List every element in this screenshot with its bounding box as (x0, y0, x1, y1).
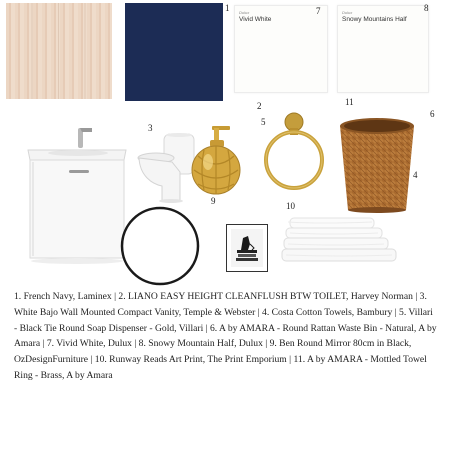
brass-towel-ring-image (258, 112, 330, 192)
runway-reads-art-print-image (226, 224, 268, 272)
label-number-8: 8 (424, 3, 429, 13)
snowy-mountains-paint-chip (337, 5, 429, 93)
label-number-7: 7 (316, 6, 321, 16)
compact-vanity-image (22, 120, 132, 265)
label-number-4: 4 (413, 170, 418, 180)
label-number-2: 2 (257, 101, 262, 111)
rattan-waste-bin-image (336, 114, 418, 214)
paint-name-label: Snowy Mountains Half (342, 16, 407, 23)
product-list-caption: 1. French Navy, Laminex | 2. LIANO EASY HEIGHT CLEANFLUSH BTW TOILET, Harvey Norman | 3. White Bajo Wall Mounted Compact Vanity, Temple & Webster | 4. Costa Cotton Towels, Bambury | 5. Villari - Black Tie Round Soap Dispenser - Gold, Villari | 6. A by AMARA - Round Rattan Waste Bin - Natural, A by Amara | 7. Vivid White, Dulux | 8. Snowy Mountain Half, Dulux | 9. Ben Round Mirror 80cm in Black, OzDesignFurniture | 10. Runway Reads Art Print, The Print Emporium | 11. A by AMARA - Mottled Towel Ring - Brass, A by Amara (14, 291, 437, 381)
paint-brand-label: Dulux (239, 10, 250, 15)
label-number-5: 5 (261, 117, 266, 127)
label-number-3: 3 (148, 123, 153, 133)
label-number-11: 11 (345, 97, 354, 107)
french-navy-swatch (125, 3, 223, 101)
paint-name-label: Vivid White (239, 16, 272, 23)
label-number-9: 9 (211, 196, 216, 206)
label-number-1: 1 (225, 3, 230, 13)
label-number-10: 10 (286, 201, 295, 211)
paint-brand-label: Dulux (342, 10, 353, 15)
cotton-towels-image (280, 214, 400, 270)
gold-soap-dispenser-image (188, 124, 244, 196)
round-mirror-image (118, 204, 202, 288)
label-number-6: 6 (430, 109, 435, 119)
vivid-white-paint-chip (234, 5, 328, 93)
timber-laminate-swatch (6, 3, 112, 99)
